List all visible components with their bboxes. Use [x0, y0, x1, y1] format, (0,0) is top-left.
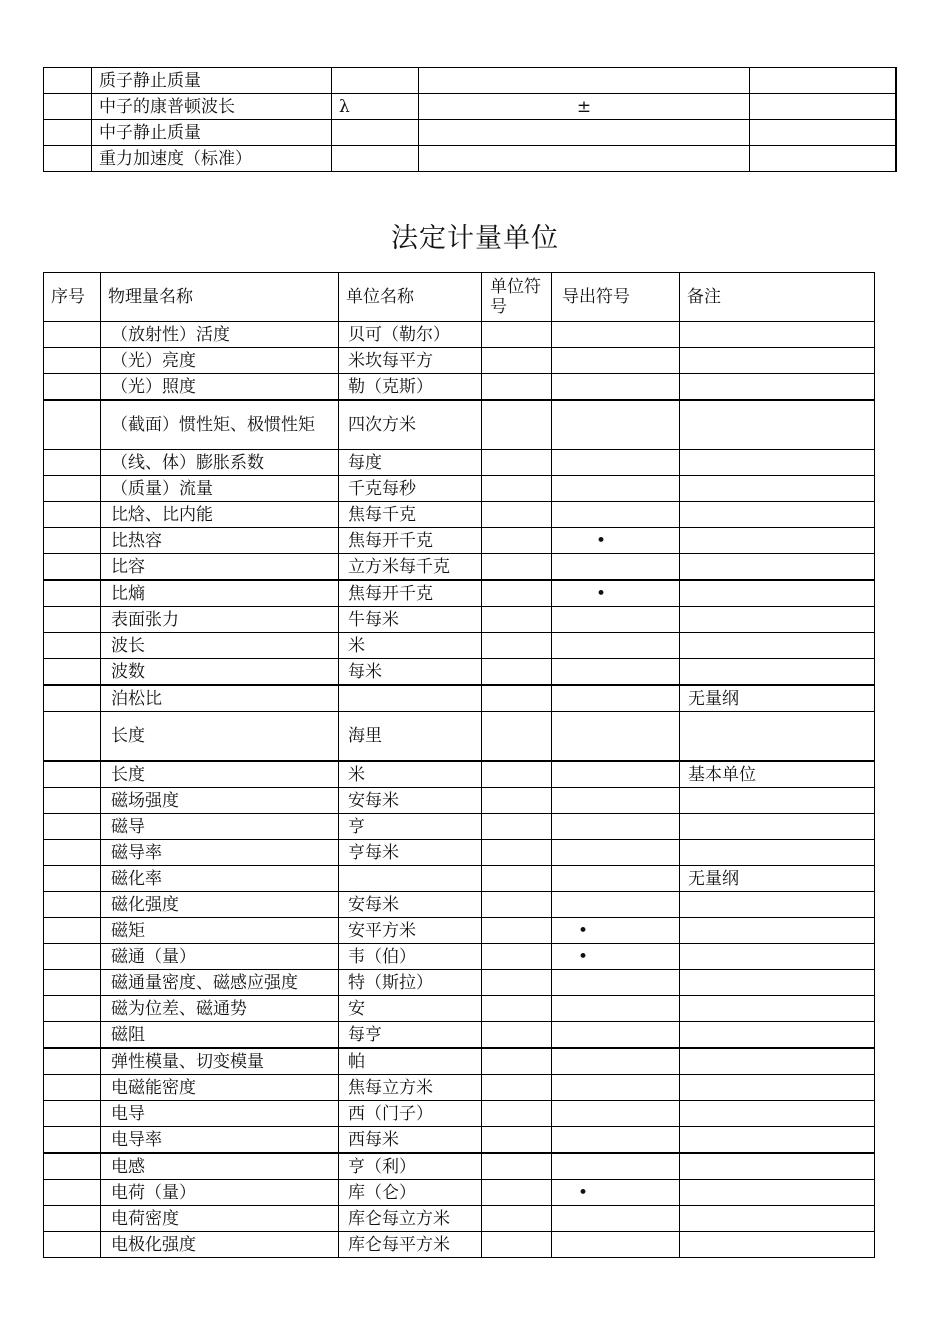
row-index — [44, 528, 101, 554]
remark — [680, 712, 875, 762]
constant-value — [419, 146, 750, 172]
unit-name: 米坎每平方 — [339, 348, 482, 374]
constant-unit — [750, 94, 896, 120]
header-quantity: 物理量名称 — [101, 273, 339, 322]
table-row — [44, 840, 875, 866]
header-unit-symbol: 单位符号 — [482, 273, 552, 322]
remark — [680, 348, 875, 374]
row-index — [44, 685, 101, 712]
table-row — [44, 1127, 875, 1154]
unit-name: 西每米 — [339, 1127, 482, 1154]
remark — [680, 970, 875, 996]
remark — [680, 476, 875, 502]
units-table-header — [44, 273, 875, 322]
remark — [680, 1232, 875, 1258]
unit-name: 西（门子） — [339, 1101, 482, 1127]
table-row — [44, 712, 875, 762]
remark: 基本单位 — [680, 761, 875, 788]
derived-symbol — [552, 1127, 680, 1154]
table-row — [44, 685, 875, 712]
quantity-name: （截面）惯性矩、极惯性矩 — [101, 400, 339, 450]
derived-symbol — [552, 788, 680, 814]
remark — [680, 607, 875, 633]
unit-symbol — [482, 814, 552, 840]
quantity-name: 电荷密度 — [101, 1206, 339, 1232]
constant-unit — [750, 120, 896, 146]
quantity-name: 电荷（量） — [101, 1180, 339, 1206]
table-row — [44, 918, 875, 944]
row-index — [44, 712, 101, 762]
unit-symbol — [482, 892, 552, 918]
quantity-name: 比焓、比内能 — [101, 502, 339, 528]
remark — [680, 1075, 875, 1101]
remark — [680, 996, 875, 1022]
remark — [680, 322, 875, 348]
unit-symbol — [482, 1022, 552, 1049]
unit-name: 安平方米 — [339, 918, 482, 944]
header-unit-name: 单位名称 — [339, 273, 482, 322]
table-row — [44, 1075, 875, 1101]
constant-name: 重力加速度（标准） — [92, 146, 332, 172]
row-index — [44, 892, 101, 918]
remark — [680, 1022, 875, 1049]
unit-symbol — [482, 788, 552, 814]
table-row — [44, 788, 875, 814]
constant-value: ± — [419, 94, 750, 120]
quantity-name: 波数 — [101, 659, 339, 686]
derived-symbol — [552, 1232, 680, 1258]
table-row — [44, 633, 875, 659]
derived-symbol — [552, 814, 680, 840]
remark — [680, 1180, 875, 1206]
remark — [680, 840, 875, 866]
constant-name: 中子静止质量 — [92, 120, 332, 146]
unit-name: 焦每千克 — [339, 502, 482, 528]
unit-name: 安每米 — [339, 788, 482, 814]
derived-symbol — [552, 348, 680, 374]
quantity-name: 磁导率 — [101, 840, 339, 866]
quantity-name: 磁化强度 — [101, 892, 339, 918]
row-index — [44, 502, 101, 528]
constant-name: 质子静止质量 — [92, 68, 332, 94]
table-row — [44, 94, 896, 120]
table-row — [44, 761, 875, 788]
units-table-body — [44, 322, 875, 1258]
row-index — [44, 476, 101, 502]
quantity-name: 比热容 — [101, 528, 339, 554]
table-row — [44, 1180, 875, 1206]
unit-symbol — [482, 659, 552, 686]
unit-name: 海里 — [339, 712, 482, 762]
unit-symbol — [482, 712, 552, 762]
unit-name: 焦每开千克 — [339, 528, 482, 554]
row-index — [44, 1127, 101, 1154]
remark — [680, 633, 875, 659]
quantity-name: （质量）流量 — [101, 476, 339, 502]
remark — [680, 554, 875, 581]
row-index — [44, 918, 101, 944]
table-row — [44, 374, 875, 401]
unit-name: 贝可（勒尔） — [339, 322, 482, 348]
quantity-name: （线、体）膨胀系数 — [101, 450, 339, 476]
unit-name: 每度 — [339, 450, 482, 476]
row-index — [44, 374, 101, 401]
table-row — [44, 554, 875, 581]
derived-symbol — [552, 374, 680, 401]
table-row — [44, 146, 896, 172]
unit-symbol — [482, 761, 552, 788]
constant-symbol — [332, 120, 419, 146]
constant-symbol — [332, 68, 419, 94]
table-row — [44, 322, 875, 348]
unit-symbol — [482, 580, 552, 607]
remark — [680, 659, 875, 686]
derived-symbol — [552, 866, 680, 892]
table-row — [44, 1206, 875, 1232]
quantity-name: 长度 — [101, 761, 339, 788]
remark: 无量纲 — [680, 685, 875, 712]
unit-name: 亨（利） — [339, 1153, 482, 1180]
remark — [680, 1101, 875, 1127]
row-index — [44, 146, 92, 172]
derived-symbol — [552, 1101, 680, 1127]
unit-symbol — [482, 944, 552, 970]
unit-name: 亨每米 — [339, 840, 482, 866]
table-row — [44, 1101, 875, 1127]
header-derived-symbol: 导出符号 — [552, 273, 680, 322]
row-index — [44, 94, 92, 120]
quantity-name: 长度 — [101, 712, 339, 762]
constant-unit — [750, 68, 896, 94]
row-index — [44, 450, 101, 476]
row-index — [44, 322, 101, 348]
quantity-name: 电磁能密度 — [101, 1075, 339, 1101]
table-row — [44, 659, 875, 686]
remark — [680, 528, 875, 554]
table-row — [44, 1022, 875, 1049]
unit-name: 库仑每平方米 — [339, 1232, 482, 1258]
remark: 无量纲 — [680, 866, 875, 892]
unit-name: 库（仑） — [339, 1180, 482, 1206]
table-row — [44, 970, 875, 996]
quantity-name: 磁导 — [101, 814, 339, 840]
derived-symbol — [552, 633, 680, 659]
derived-symbol — [552, 659, 680, 686]
constant-name: 中子的康普顿波长 — [92, 94, 332, 120]
derived-symbol — [552, 1153, 680, 1180]
derived-symbol: • — [552, 528, 680, 554]
unit-symbol — [482, 554, 552, 581]
derived-symbol — [552, 554, 680, 581]
unit-name: 米 — [339, 633, 482, 659]
derived-symbol — [552, 607, 680, 633]
page-title: 法定计量单位 — [391, 223, 559, 254]
unit-symbol — [482, 685, 552, 712]
table-row — [44, 120, 896, 146]
unit-name: 每米 — [339, 659, 482, 686]
table-row — [44, 68, 896, 94]
derived-symbol — [552, 892, 680, 918]
quantity-name: 磁通量密度、磁感应强度 — [101, 970, 339, 996]
derived-symbol — [552, 970, 680, 996]
row-index — [44, 607, 101, 633]
constant-symbol — [332, 146, 419, 172]
quantity-name: 磁矩 — [101, 918, 339, 944]
derived-symbol — [552, 712, 680, 762]
table-row — [44, 580, 875, 607]
derived-symbol — [552, 476, 680, 502]
unit-name — [339, 685, 482, 712]
unit-symbol — [482, 348, 552, 374]
row-index — [44, 1153, 101, 1180]
row-index — [44, 866, 101, 892]
unit-name: 库仑每立方米 — [339, 1206, 482, 1232]
row-index — [44, 1075, 101, 1101]
quantity-name: 电导率 — [101, 1127, 339, 1154]
table-row — [44, 1048, 875, 1075]
unit-name: 亨 — [339, 814, 482, 840]
row-index — [44, 788, 101, 814]
unit-symbol — [482, 996, 552, 1022]
remark — [680, 374, 875, 401]
derived-symbol: • — [552, 918, 680, 944]
derived-symbol: • — [552, 580, 680, 607]
constant-value — [419, 68, 750, 94]
remark — [680, 580, 875, 607]
quantity-name: 磁为位差、磁通势 — [101, 996, 339, 1022]
remark — [680, 892, 875, 918]
unit-name: 立方米每千克 — [339, 554, 482, 581]
unit-symbol — [482, 1075, 552, 1101]
unit-symbol — [482, 1206, 552, 1232]
unit-name: 焦每立方米 — [339, 1075, 482, 1101]
derived-symbol — [552, 685, 680, 712]
constant-symbol: λ — [332, 94, 419, 120]
row-index — [44, 1022, 101, 1049]
unit-name: 特（斯拉） — [339, 970, 482, 996]
unit-name: 焦每开千克 — [339, 580, 482, 607]
row-index — [44, 554, 101, 581]
unit-symbol — [482, 374, 552, 401]
unit-name: 安 — [339, 996, 482, 1022]
unit-name: 千克每秒 — [339, 476, 482, 502]
remark — [680, 814, 875, 840]
table-row — [44, 1232, 875, 1258]
constants-table-body — [44, 68, 896, 172]
quantity-name: 磁阻 — [101, 1022, 339, 1049]
derived-symbol — [552, 840, 680, 866]
unit-symbol — [482, 476, 552, 502]
row-index — [44, 996, 101, 1022]
row-index — [44, 1048, 101, 1075]
table-row — [44, 814, 875, 840]
derived-symbol — [552, 1048, 680, 1075]
table-row — [44, 528, 875, 554]
remark — [680, 450, 875, 476]
derived-symbol — [552, 400, 680, 450]
quantity-name: 电导 — [101, 1101, 339, 1127]
table-row — [44, 400, 875, 450]
table-row — [44, 1153, 875, 1180]
quantity-name: （光）亮度 — [101, 348, 339, 374]
unit-symbol — [482, 502, 552, 528]
table-row — [44, 892, 875, 918]
quantity-name: 磁场强度 — [101, 788, 339, 814]
row-index — [44, 1206, 101, 1232]
derived-symbol — [552, 1022, 680, 1049]
unit-name: 每亨 — [339, 1022, 482, 1049]
row-index — [44, 761, 101, 788]
row-index — [44, 1101, 101, 1127]
unit-symbol — [482, 866, 552, 892]
table-row — [44, 450, 875, 476]
row-index — [44, 814, 101, 840]
unit-name: 帕 — [339, 1048, 482, 1075]
derived-symbol — [552, 761, 680, 788]
derived-symbol — [552, 1075, 680, 1101]
unit-name: 勒（克斯） — [339, 374, 482, 401]
header-index: 序号 — [44, 273, 101, 322]
unit-symbol — [482, 322, 552, 348]
table-row — [44, 348, 875, 374]
quantity-name: 电极化强度 — [101, 1232, 339, 1258]
table-row — [44, 502, 875, 528]
unit-symbol — [482, 1048, 552, 1075]
unit-name: 安每米 — [339, 892, 482, 918]
row-index — [44, 68, 92, 94]
unit-symbol — [482, 1153, 552, 1180]
unit-symbol — [482, 528, 552, 554]
row-index — [44, 659, 101, 686]
unit-symbol — [482, 1232, 552, 1258]
remark — [680, 918, 875, 944]
row-index — [44, 1232, 101, 1258]
row-index — [44, 400, 101, 450]
unit-symbol — [482, 633, 552, 659]
table-row — [44, 607, 875, 633]
row-index — [44, 348, 101, 374]
row-index — [44, 1180, 101, 1206]
unit-symbol — [482, 400, 552, 450]
quantity-name: 电感 — [101, 1153, 339, 1180]
quantity-name: 表面张力 — [101, 607, 339, 633]
table-row — [44, 866, 875, 892]
quantity-name: 波长 — [101, 633, 339, 659]
row-index — [44, 633, 101, 659]
unit-symbol — [482, 918, 552, 944]
remark — [680, 944, 875, 970]
remark — [680, 1153, 875, 1180]
derived-symbol — [552, 450, 680, 476]
unit-name: 韦（伯） — [339, 944, 482, 970]
quantity-name: 比容 — [101, 554, 339, 581]
quantity-name: 磁化率 — [101, 866, 339, 892]
row-index — [44, 944, 101, 970]
derived-symbol — [552, 502, 680, 528]
unit-symbol — [482, 840, 552, 866]
row-index — [44, 120, 92, 146]
constant-unit — [750, 146, 896, 172]
quantity-name: （放射性）活度 — [101, 322, 339, 348]
remark — [680, 788, 875, 814]
remark — [680, 1206, 875, 1232]
table-row — [44, 476, 875, 502]
unit-symbol — [482, 607, 552, 633]
constants-table — [43, 67, 897, 172]
derived-symbol: • — [552, 944, 680, 970]
row-index — [44, 970, 101, 996]
unit-symbol — [482, 1127, 552, 1154]
unit-name: 四次方米 — [339, 400, 482, 450]
constant-value — [419, 120, 750, 146]
remark — [680, 1048, 875, 1075]
remark — [680, 502, 875, 528]
derived-symbol — [552, 996, 680, 1022]
quantity-name: 泊松比 — [101, 685, 339, 712]
table-row — [44, 996, 875, 1022]
unit-name: 米 — [339, 761, 482, 788]
table-row — [44, 944, 875, 970]
unit-name: 牛每米 — [339, 607, 482, 633]
row-index — [44, 840, 101, 866]
unit-symbol — [482, 1180, 552, 1206]
unit-symbol — [482, 1101, 552, 1127]
unit-symbol — [482, 970, 552, 996]
quantity-name: 弹性模量、切变模量 — [101, 1048, 339, 1075]
remark — [680, 400, 875, 450]
header-remark: 备注 — [680, 273, 875, 322]
derived-symbol: • — [552, 1180, 680, 1206]
unit-symbol — [482, 450, 552, 476]
derived-symbol — [552, 1206, 680, 1232]
quantity-name: 磁通（量） — [101, 944, 339, 970]
derived-symbol — [552, 322, 680, 348]
row-index — [44, 580, 101, 607]
remark — [680, 1127, 875, 1154]
quantity-name: （光）照度 — [101, 374, 339, 401]
quantity-name: 比熵 — [101, 580, 339, 607]
units-table — [43, 272, 875, 1258]
unit-name — [339, 866, 482, 892]
